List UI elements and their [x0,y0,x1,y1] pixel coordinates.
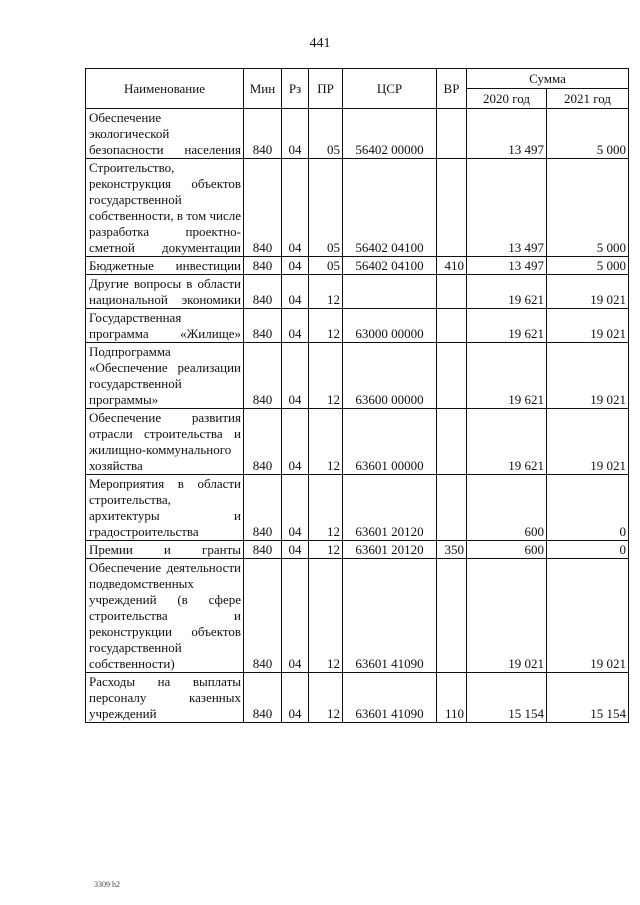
cell-2021: 19 021 [547,409,629,475]
cell-name: Строительство, реконструкция объектов государственной собственности, в том числе разработка проектно-сметной документации [86,159,244,257]
cell-csr: 56402 00000 [343,109,437,159]
cell-name: Расходы на выплаты персоналу казенных учреждений [86,673,244,723]
cell-csr: 63601 20120 [343,475,437,541]
cell-2020: 600 [467,475,547,541]
cell-rz: 04 [282,475,309,541]
cell-vr [437,559,467,673]
cell-min: 840 [244,559,282,673]
cell-2020: 19 621 [467,275,547,309]
cell-2021: 5 000 [547,109,629,159]
cell-pr: 12 [309,475,343,541]
cell-min: 840 [244,257,282,275]
cell-2020: 19 621 [467,309,547,343]
cell-name: Подпрограмма «Обеспечение реализации государственной программы» [86,343,244,409]
cell-rz: 04 [282,309,309,343]
cell-csr: 63600 00000 [343,343,437,409]
cell-rz: 04 [282,673,309,723]
cell-vr [437,409,467,475]
table-body [86,109,629,723]
cell-name: Обеспечение развития отрасли строительства и жилищно-коммунального хозяйства [86,409,244,475]
cell-rz: 04 [282,109,309,159]
table-row [86,343,629,409]
cell-name: Другие вопросы в области национальной экономики [86,275,244,309]
cell-2020: 19 621 [467,343,547,409]
cell-min: 840 [244,309,282,343]
footer-code: 3309 h2 [94,880,120,889]
cell-vr: 350 [437,541,467,559]
table-row [86,309,629,343]
cell-pr: 12 [309,559,343,673]
cell-vr [437,109,467,159]
table-row [86,409,629,475]
cell-min: 840 [244,475,282,541]
cell-vr [437,309,467,343]
cell-2021: 0 [547,475,629,541]
cell-vr [437,475,467,541]
header-2020: 2020 год [467,89,547,109]
table-row [86,541,629,559]
cell-csr: 63601 20120 [343,541,437,559]
cell-name: Мероприятия в области строительства, архитектуры и градостроительства [86,475,244,541]
cell-rz: 04 [282,409,309,475]
cell-rz: 04 [282,275,309,309]
cell-name: Обеспечение деятельности подведомственных учреждений (в сфере строительства и реконструкции объектов государственной собственности) [86,559,244,673]
cell-name: Премии и гранты [86,541,244,559]
header-min: Мин [244,69,282,109]
cell-pr: 12 [309,409,343,475]
cell-pr: 12 [309,541,343,559]
table-row [86,559,629,673]
cell-name: Государственная программа «Жилище» [86,309,244,343]
cell-min: 840 [244,541,282,559]
cell-vr [437,275,467,309]
table-row [86,673,629,723]
cell-min: 840 [244,343,282,409]
cell-min: 840 [244,109,282,159]
cell-csr: 56402 04100 [343,257,437,275]
cell-vr [437,159,467,257]
table-header [86,69,629,109]
cell-csr: 63601 00000 [343,409,437,475]
cell-csr: 63601 41090 [343,673,437,723]
cell-pr: 05 [309,109,343,159]
page-number: 441 [309,36,331,51]
cell-2021: 15 154 [547,673,629,723]
cell-2020: 19 621 [467,409,547,475]
cell-2020: 13 497 [467,257,547,275]
cell-rz: 04 [282,343,309,409]
table-row [86,159,629,257]
cell-2021: 19 021 [547,559,629,673]
cell-2021: 0 [547,541,629,559]
table-row [86,257,629,275]
cell-2020: 13 497 [467,159,547,257]
cell-csr: 56402 04100 [343,159,437,257]
cell-rz: 04 [282,559,309,673]
cell-2021: 5 000 [547,257,629,275]
cell-2021: 19 021 [547,275,629,309]
cell-vr: 110 [437,673,467,723]
cell-pr: 05 [309,159,343,257]
cell-2020: 15 154 [467,673,547,723]
cell-pr: 12 [309,309,343,343]
header-pr: ПР [309,69,343,109]
table-row [86,109,629,159]
cell-csr: 63000 00000 [343,309,437,343]
cell-rz: 04 [282,541,309,559]
header-2021: 2021 год [547,89,629,109]
budget-table [85,68,629,723]
header-name: Наименование [86,69,244,109]
cell-min: 840 [244,159,282,257]
cell-pr: 12 [309,275,343,309]
cell-2020: 19 021 [467,559,547,673]
cell-pr: 12 [309,343,343,409]
table-row [86,275,629,309]
cell-vr: 410 [437,257,467,275]
cell-2020: 13 497 [467,109,547,159]
cell-pr: 12 [309,673,343,723]
header-sum: Сумма [467,69,629,89]
cell-name: Обеспечение экологической безопасности населения [86,109,244,159]
cell-rz: 04 [282,159,309,257]
cell-2021: 5 000 [547,159,629,257]
cell-vr [437,343,467,409]
cell-pr: 05 [309,257,343,275]
table-row [86,475,629,541]
header-csr: ЦСР [343,69,437,109]
header-rz: Рз [282,69,309,109]
cell-name: Бюджетные инвестиции [86,257,244,275]
cell-2020: 600 [467,541,547,559]
cell-2021: 19 021 [547,309,629,343]
cell-2021: 19 021 [547,343,629,409]
cell-csr: 63601 41090 [343,559,437,673]
cell-csr [343,275,437,309]
header-vr: ВР [437,69,467,109]
cell-min: 840 [244,673,282,723]
cell-rz: 04 [282,257,309,275]
cell-min: 840 [244,275,282,309]
cell-min: 840 [244,409,282,475]
